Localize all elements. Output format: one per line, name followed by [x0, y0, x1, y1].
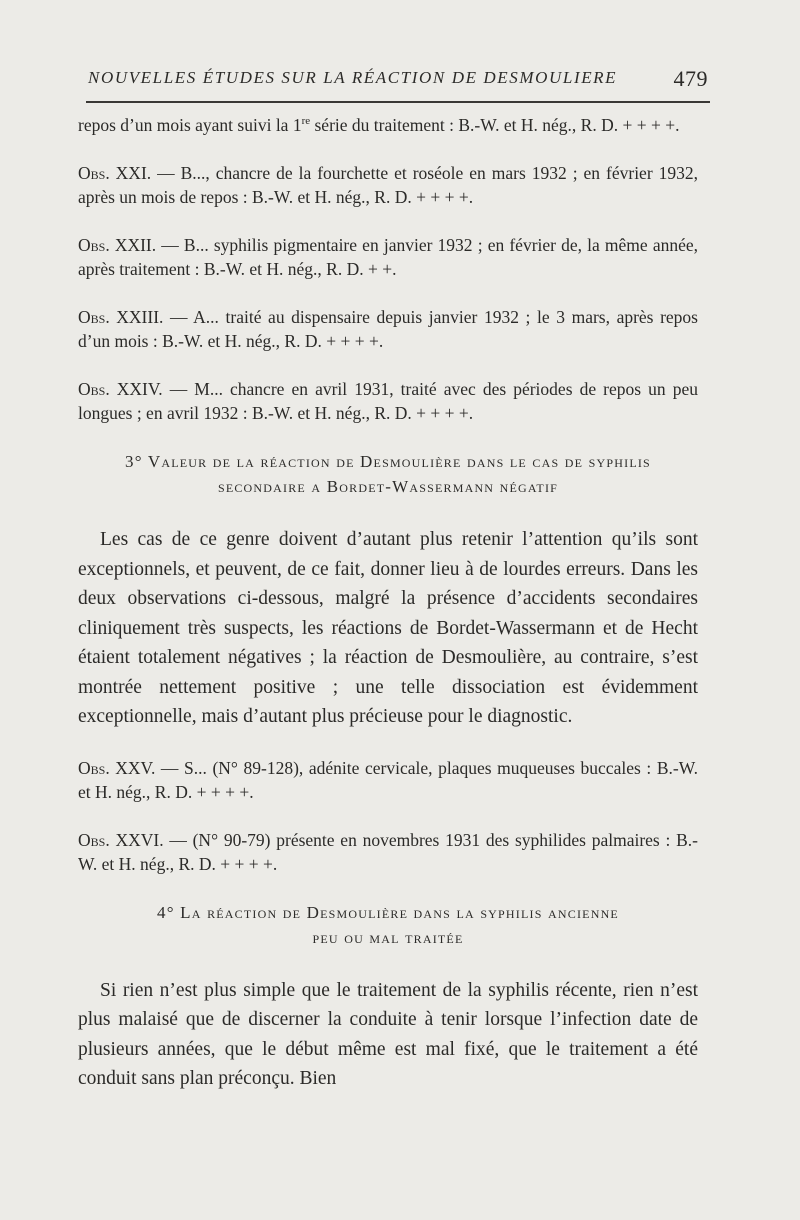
observation-label: Obs. XXI. — [78, 163, 152, 183]
observation-text: — A... traité au dispensaire depuis janvier 1932 ; le 3 mars, après repos d’un mois : B.-W. et H. nég., R. D. + + + +. — [78, 307, 698, 351]
observation-label: Obs. XXIV. — [78, 379, 163, 399]
observation-label: Obs. XXII. — [78, 235, 157, 255]
observation-text: — (N° 90-79) présente en novembres 1931 des syphilides palmaires : B.-W. et H. nég., R. D. + + + +. — [78, 829, 698, 874]
observation-xxi — [78, 161, 698, 209]
observation-text: — M... chancre en avril 1931, traité avec des périodes de repos un peu longues ; en avril 1932 : B.-W. et H. nég., R. D. + + + +. — [78, 379, 698, 423]
observation-label: Obs. XXV. — [78, 757, 156, 778]
observation-xxii — [78, 233, 698, 281]
header-rule — [86, 101, 710, 103]
observation-xxvi — [78, 828, 698, 876]
observation-xxiii — [78, 305, 698, 353]
running-title: NOUVELLES ÉTUDES SUR LA RÉACTION DE DESMOULIERE — [88, 68, 618, 87]
running-header — [88, 64, 708, 98]
section-4-heading-line1: 4° La réaction de Desmoulière dans la syphilis ancienne — [157, 902, 619, 922]
observation-text: — B... syphilis pigmentaire en janvier 1932 ; en février de, la même année, après traitement : B.-W. et H. nég., R. D. + +. — [78, 235, 698, 279]
section-3-heading — [78, 449, 698, 499]
observation-label: Obs. XXIII. — [78, 307, 164, 327]
page-number: 479 — [673, 66, 708, 91]
section-4-heading-line2: peu ou mal traitée — [312, 927, 464, 947]
observation-xxiv — [78, 377, 698, 425]
observation-label: Obs. XXVI. — [78, 829, 164, 850]
page-body — [78, 113, 698, 1118]
observation-xxv — [78, 756, 698, 804]
observation-text: — S... (N° 89-128), adénite cervicale, plaques muqueuses buccales : B.-W. et H. nég., R. D. + + + +. — [78, 757, 698, 802]
observation-text: — B..., chancre de la fourchette et roséole en mars 1932 ; en février 1932, après un mois de repos : B.-W. et H. nég., R. D. + + + +. — [78, 163, 699, 207]
continued-observation: repos d’un mois ayant suivi la 1re série du traitement : B.-W. et H. nég., R. D. + + + +. — [78, 115, 680, 135]
section-3-heading-line2: secondaire a Bordet-Wassermann négatif — [217, 477, 559, 496]
section-4-heading — [78, 900, 698, 950]
section-3-heading-line1: 3° Valeur de la réaction de Desmoulière dans le cas de syphilis — [125, 452, 651, 471]
section-3-paragraph: Les cas de ce genre doivent d’autant plus retenir l’attention qu’ils sont exceptionnels, et peuvent, de ce fait, donner lieu à de lourdes erreurs. Dans les deux observations ci-dessous, malgré la présence d’accidents secondaires cliniquement très suspects, les réactions de Bordet-Wassermann et de Hecht étaient totalement négatives ; la réaction de Desmoulière, au contraire, s’est montrée nettement positive ; une telle dissociation est évidemment exceptionnelle, mais d’autant plus précieuse pour le diagnostic. — [78, 529, 698, 727]
section-4-paragraph: Si rien n’est plus simple que le traitement de la syphilis récente, rien n’est plus malaisé que de discerner la conduite à tenir lorsque l’infection date de plusieurs années, que le début même est mal fixé, que le traitement a été conduit sans plan préconçu. Bien — [78, 979, 698, 1089]
